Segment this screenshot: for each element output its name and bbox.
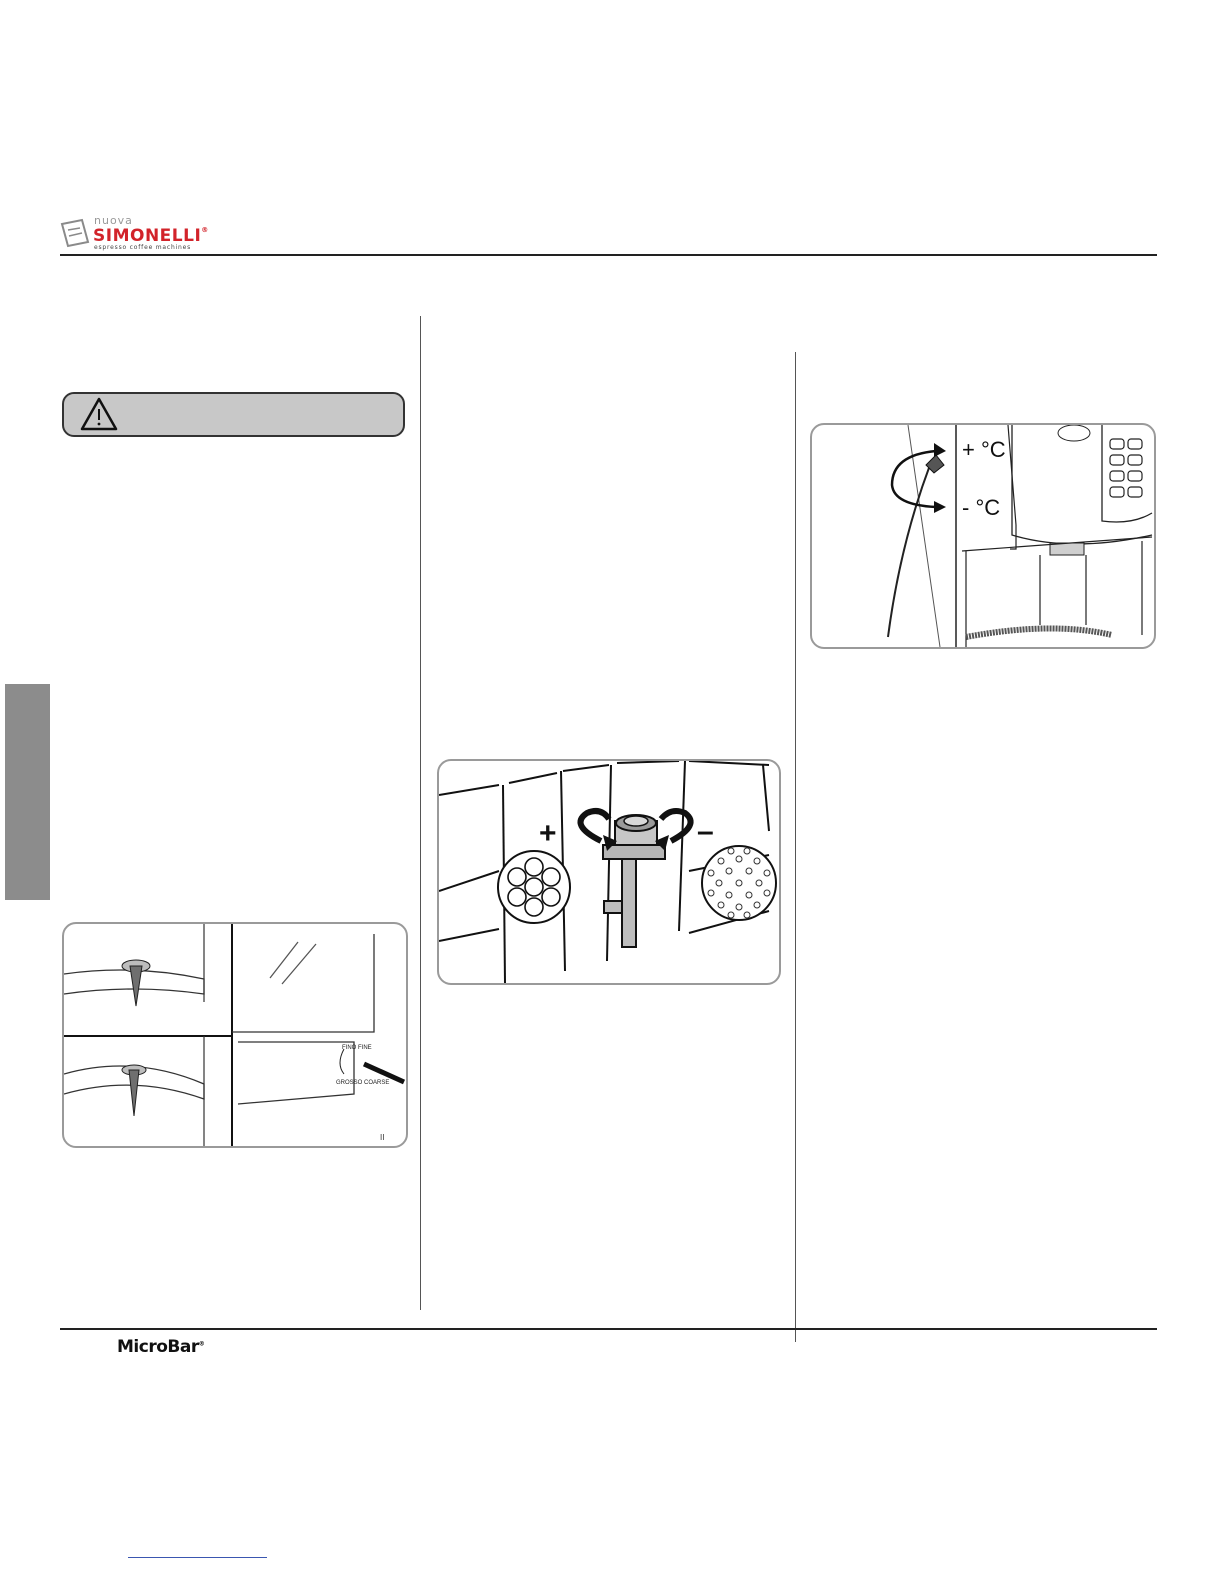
logo-prefix: nuova [94, 214, 133, 227]
link-underline [128, 1557, 267, 1558]
temperature-adjustment-illustration [812, 425, 1154, 647]
panel-number: II [380, 1133, 385, 1142]
coarse-label: GROSSO COARSE [336, 1080, 390, 1086]
temp-plus-label: + °C [962, 437, 1006, 462]
logo-brand-name: SIMONELLI® [93, 226, 209, 246]
footer-rule [60, 1328, 1157, 1330]
footer-product-name: MicroBar® [117, 1337, 205, 1357]
section-side-tab [5, 684, 50, 900]
brand-logo [60, 212, 240, 254]
grinder-adjustment-illustration [64, 924, 406, 1146]
grind-dial-illustration [439, 761, 779, 983]
temp-minus-label: - °C [962, 495, 1001, 520]
figure-temperature-adjustment [810, 423, 1156, 649]
header-rule [60, 254, 1157, 256]
logo-tagline: espresso coffee machines [94, 244, 192, 251]
grind-plus-label: + [539, 817, 557, 850]
logo-mark-icon [60, 218, 92, 248]
column-divider-left [420, 316, 421, 1310]
column-divider-right [795, 352, 796, 1342]
grind-minus-label: – [697, 815, 714, 848]
warning-box [62, 392, 405, 437]
fine-label: FINO FINE [342, 1045, 372, 1051]
figure-grind-dial [437, 759, 781, 985]
warning-triangle-icon [80, 396, 118, 432]
figure-grinder-adjustment [62, 922, 408, 1148]
